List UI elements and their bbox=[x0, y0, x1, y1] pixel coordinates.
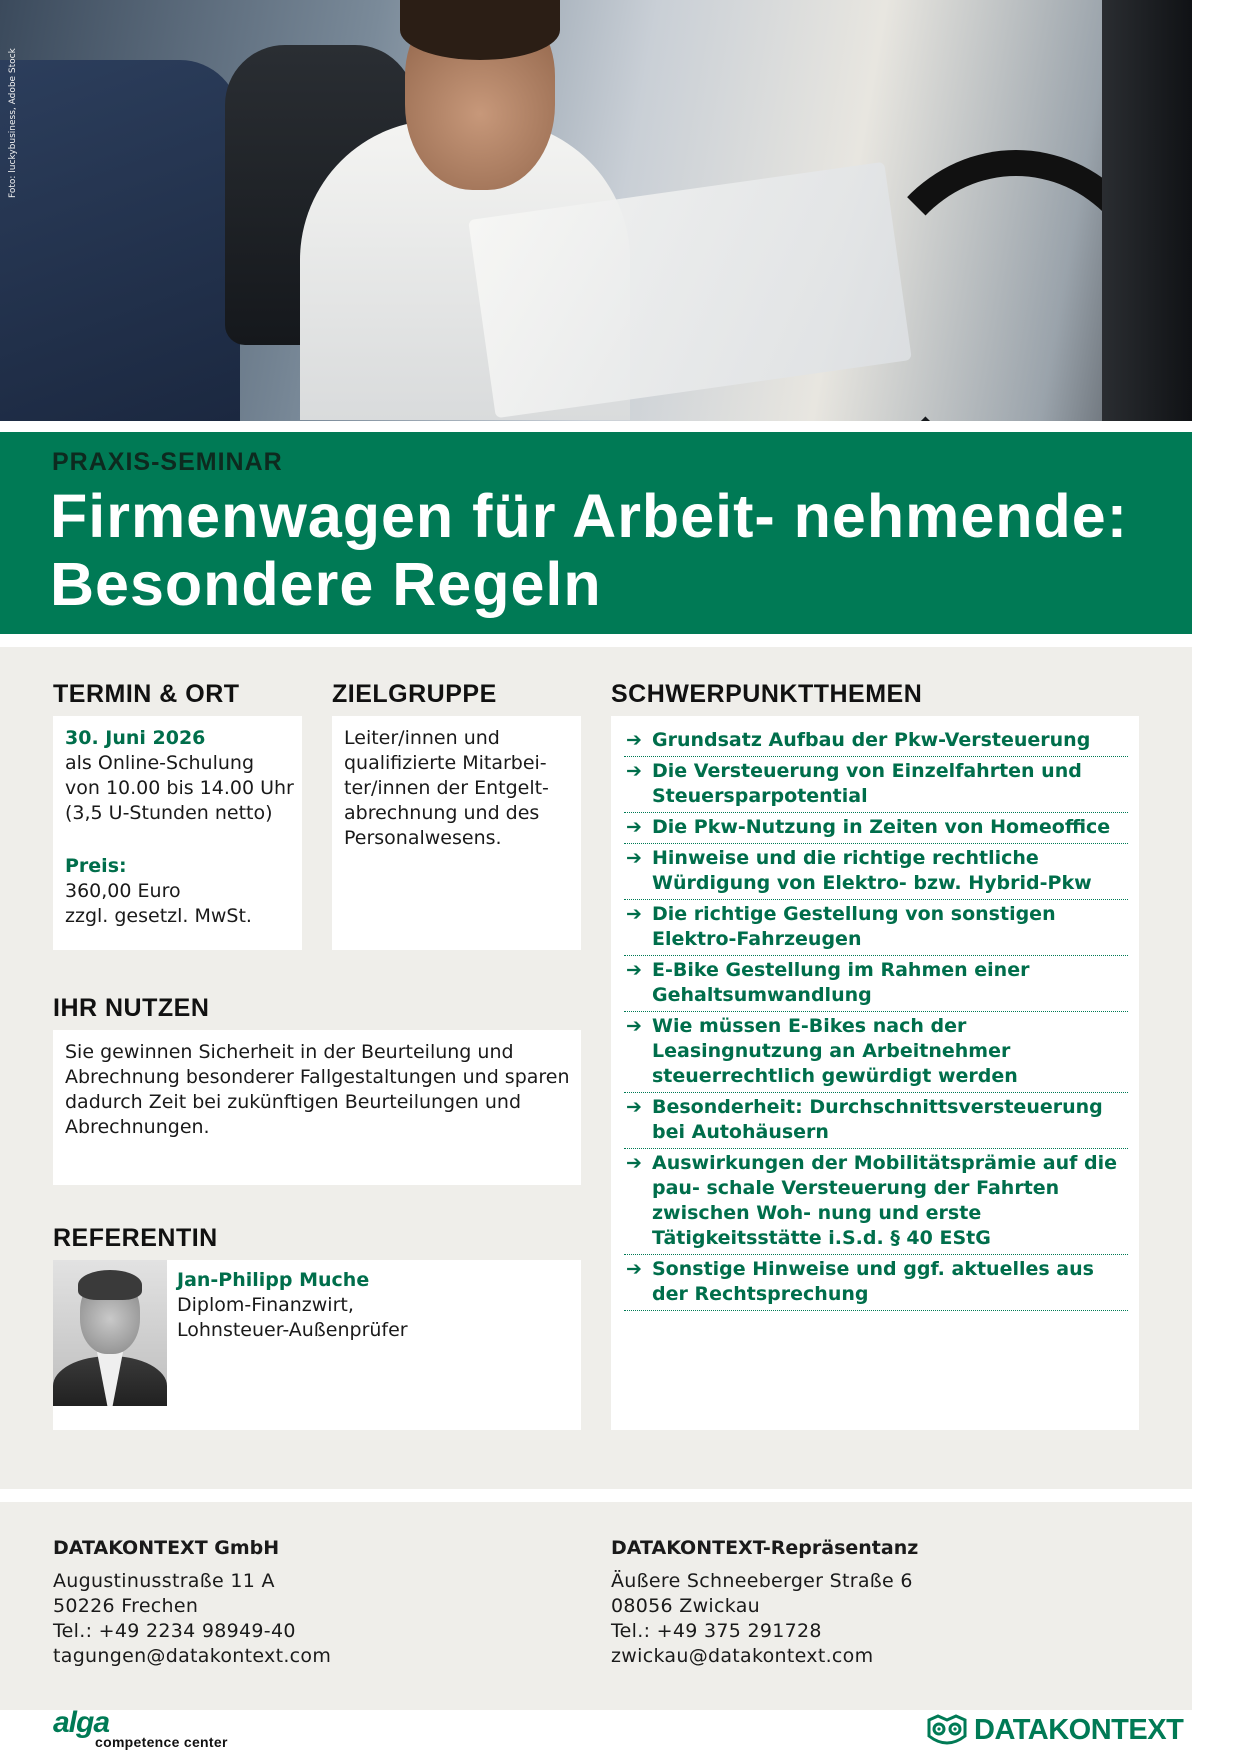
topic-text: Die richtige Gestellung von sonstigen Elektro-Fahrzeugen bbox=[652, 903, 1056, 950]
footer-right-street: Äußere Schneeberger Straße 6 bbox=[611, 1570, 913, 1592]
datakontext-logo bbox=[926, 1712, 1192, 1752]
nutzen-text: Sie gewinnen Sicherheit in der Beurteilung und Abrechnung besonderer Fallgestaltungen und sparen dadurch Zeit bei zukünftigen Beurteilungen und Abrechnungen. bbox=[65, 1041, 570, 1138]
topic-text: Die Versteuerung von Einzelfahrten und Steuersparpotential bbox=[652, 760, 1082, 807]
price-label: Preis: bbox=[65, 855, 127, 877]
referentin-box bbox=[53, 1260, 581, 1430]
topic-text: Wie müssen E-Bikes nach der Leasingnutzung an Arbeitnehmer steuerrechtlich gewürdigt werden bbox=[652, 1015, 1018, 1087]
arrow-right-icon: ➔ bbox=[626, 816, 642, 838]
zielgruppe-text: Leiter/innen und qualifizierte Mitarbei- ter/innen der Entgelt- abrechnung und des Personalwesens. bbox=[344, 727, 549, 849]
photo-credit-text: Foto: luckybusiness, Adobe Stock bbox=[8, 48, 18, 198]
topic-text: Sonstige Hinweise und ggf. aktuelles aus der Rechtsprechung bbox=[652, 1258, 1094, 1305]
footer-left-email[interactable]: tagungen@datakontext.com bbox=[53, 1645, 332, 1667]
zielgruppe-box bbox=[332, 716, 581, 950]
topic-text: Hinweise und die richtige rechtliche Würdigung von Elektro- bzw. Hybrid-Pkw bbox=[652, 847, 1092, 894]
car-pillar bbox=[1102, 0, 1192, 421]
arrow-right-icon: ➔ bbox=[626, 847, 642, 869]
topic-item bbox=[624, 900, 1128, 956]
alga-logo-subtitle: competence center bbox=[95, 1734, 228, 1750]
arrow-right-icon: ➔ bbox=[626, 729, 642, 751]
termin-box bbox=[53, 716, 302, 950]
schwerpunkte-heading: SCHWERPUNKTTHEMEN bbox=[611, 680, 1139, 720]
speaker-name: Jan-Philipp Muche bbox=[177, 1269, 370, 1291]
zielgruppe-heading: ZIELGRUPPE bbox=[332, 680, 581, 720]
speaker-role-1: Diplom-Finanzwirt, bbox=[177, 1294, 354, 1316]
alga-logo-word: alga bbox=[53, 1706, 110, 1739]
seminar-kicker: PRAXIS-SEMINAR bbox=[52, 448, 283, 476]
owl-icon bbox=[926, 1714, 968, 1748]
footer-left-city: 50226 Frechen bbox=[53, 1595, 199, 1617]
footer-left-company: DATAKONTEXT GmbH bbox=[53, 1537, 280, 1559]
topic-item bbox=[624, 757, 1128, 813]
topic-item bbox=[624, 1255, 1128, 1311]
price-value: 360,00 Euro bbox=[65, 880, 181, 902]
speaker-role-2: Lohnsteuer-Außenprüfer bbox=[177, 1319, 408, 1341]
footer-left-phone: Tel.: +49 2234 98949-40 bbox=[53, 1620, 296, 1642]
topic-item bbox=[624, 844, 1128, 900]
arrow-right-icon: ➔ bbox=[626, 1096, 642, 1118]
footer-right-phone: Tel.: +49 375 291728 bbox=[611, 1620, 822, 1642]
datakontext-logo-word: DATAKONTEXT bbox=[974, 1714, 1184, 1746]
nutzen-box bbox=[53, 1030, 581, 1185]
topic-list bbox=[624, 726, 1128, 1311]
termin-date: 30. Juni 2026 bbox=[65, 727, 206, 749]
arrow-right-icon: ➔ bbox=[626, 1152, 642, 1174]
price-note: zzgl. gesetzl. MwSt. bbox=[65, 905, 252, 927]
topic-text: Auswirkungen der Mobilitätsprämie auf die pau- schale Versteuerung der Fahrten zwischen Woh- nung und erste Tätigkeitsstätte i.S.d. § 40 EStG bbox=[652, 1152, 1117, 1249]
footer-left-street: Augustinusstraße 11 A bbox=[53, 1570, 275, 1592]
topic-item bbox=[624, 726, 1128, 757]
page-title: Firmenwagen für Arbeit- nehmende: Besondere Regeln bbox=[50, 482, 1129, 618]
arrow-right-icon: ➔ bbox=[626, 959, 642, 981]
footer-address-zwickau bbox=[611, 1537, 1131, 1669]
referentin-heading: REFERENTIN bbox=[53, 1224, 581, 1264]
topic-text: Grundsatz Aufbau der Pkw-Versteuerung bbox=[652, 729, 1091, 751]
footer-address-frechen bbox=[53, 1537, 513, 1669]
arrow-right-icon: ➔ bbox=[626, 760, 642, 782]
speaker-hair bbox=[78, 1270, 142, 1300]
topic-item bbox=[624, 1093, 1128, 1149]
hero-photo bbox=[0, 0, 1192, 421]
schwerpunkte-box bbox=[611, 716, 1139, 1430]
arrow-right-icon: ➔ bbox=[626, 903, 642, 925]
hanging-jacket bbox=[0, 60, 240, 421]
photo-credit bbox=[6, 40, 20, 200]
topic-item bbox=[624, 956, 1128, 1012]
topic-text: Die Pkw-Nutzung in Zeiten von Homeoffice bbox=[652, 816, 1111, 838]
alga-logo bbox=[53, 1706, 293, 1750]
speaker-info bbox=[177, 1268, 567, 1343]
termin-heading: TERMIN & ORT bbox=[53, 680, 302, 720]
footer-right-email[interactable]: zwickau@datakontext.com bbox=[611, 1645, 874, 1667]
topic-text: E-Bike Gestellung im Rahmen einer Gehaltsumwandlung bbox=[652, 959, 1030, 1006]
footer-right-company: DATAKONTEXT-Repräsentanz bbox=[611, 1537, 919, 1559]
topic-item bbox=[624, 1012, 1128, 1093]
arrow-right-icon: ➔ bbox=[626, 1015, 642, 1037]
termin-time: von 10.00 bis 14.00 Uhr bbox=[65, 777, 294, 799]
topic-item bbox=[624, 1149, 1128, 1255]
speaker-photo bbox=[53, 1260, 167, 1406]
footer-right-city: 08056 Zwickau bbox=[611, 1595, 761, 1617]
nutzen-heading: IHR NUTZEN bbox=[53, 994, 581, 1034]
topic-item bbox=[624, 813, 1128, 844]
termin-mode: als Online-Schulung bbox=[65, 752, 255, 774]
termin-duration: (3,5 U-Stunden netto) bbox=[65, 802, 273, 824]
arrow-right-icon: ➔ bbox=[626, 1258, 642, 1280]
man-hair bbox=[400, 0, 560, 60]
termin-content bbox=[65, 726, 297, 929]
topic-text: Besonderheit: Durchschnittsversteuerung bei Autohäusern bbox=[652, 1096, 1103, 1143]
